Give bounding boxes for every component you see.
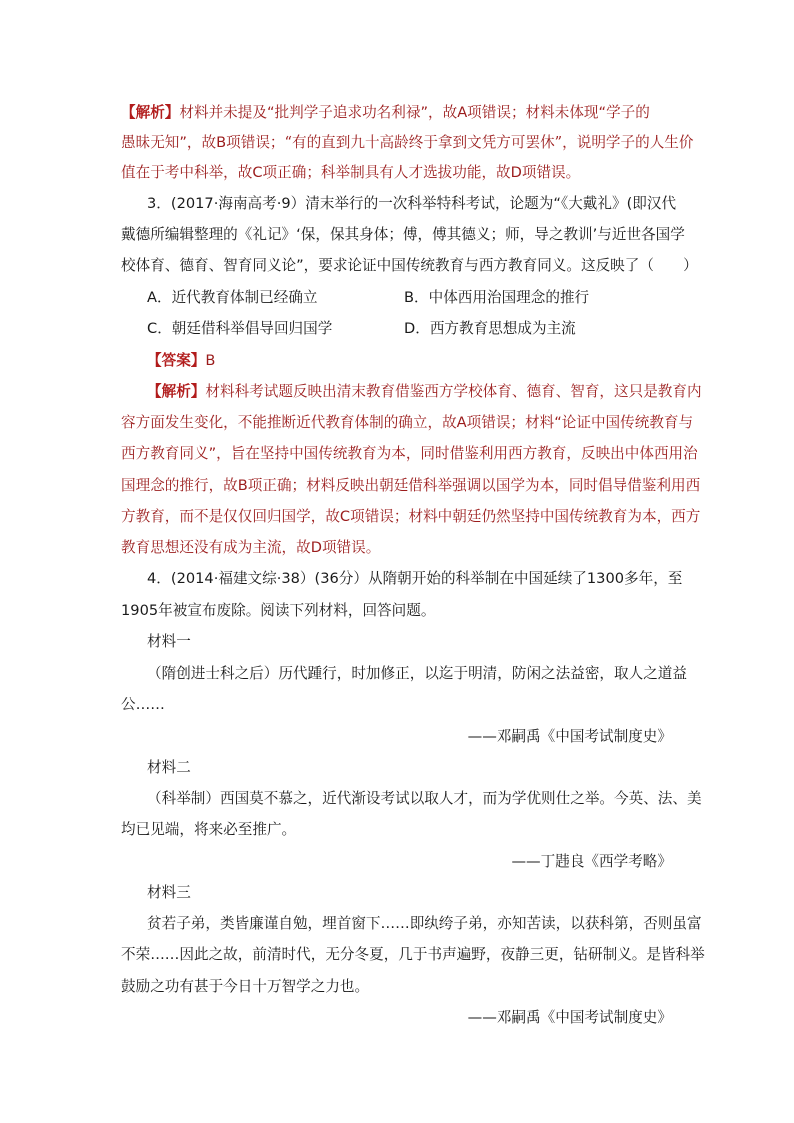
q3-analysis-line-2: 容方面发生变化，不能推断近代教育体制的确立，故A项错误；材料“论证中国传统教育与 <box>121 414 694 431</box>
material-2-line-2: 均已见端，将来必至推广。 <box>121 821 297 838</box>
q3-analysis-line-5: 方教育，而不是仅仅回归国学，故C项错误；材料中朝廷仍然坚持中国传统教育为本，西方 <box>121 508 701 525</box>
q3-analysis-line-4: 国理念的推行，故B项正确；材料反映出朝廷借科举强调以国学为本，同时倡导借鉴利用西 <box>121 477 701 494</box>
material-2-line-1: （科举制）西国莫不慕之，近代渐设考试以取人才，而为学优则仕之举。今英、法、美 <box>147 790 702 807</box>
q4-stem-line-1: 4．(2014·福建文综·38）(36分）从隋朝开始的科举制在中国延续了1300多年，至 <box>147 570 683 587</box>
q3-analysis-line-6: 教育思想还没有成为主流，故D项错误。 <box>121 539 381 556</box>
q2-analysis-line-2 <box>121 133 694 153</box>
material-2-title: 材料二 <box>147 759 191 776</box>
q3-analysis-line-1 <box>147 382 702 402</box>
analysis-text: ，说明学子的人生价 <box>562 134 694 151</box>
q3-stem-line-3: 校体育、德育、智育同义论”，要求论证中国传统教育与西方教育同义。这反映了（ ） <box>121 257 698 274</box>
material-1-line-1: （隋创进士科之后）历代踵行，时加修正，以迄于明清，防闲之法益密，取人之道益 <box>147 665 687 682</box>
q3-answer <box>147 351 215 371</box>
q3-option-d: D．西方教育思想成为主流 <box>404 320 576 337</box>
material-3-line-3: 鼓励之功有甚于今日十万智学之力也。 <box>121 978 370 995</box>
q3-stem-line-2: 戴德所编辑整理的《礼记》‘保，保其身体；傅，傅其德义；师，导之教训’与近世各国学 <box>121 226 685 243</box>
q3-analysis-line-3: 西方教育同义”，旨在坚持中国传统教育为本，同时借鉴利用西方教育，反映出中体西用治 <box>121 445 698 462</box>
answer-value: B <box>205 352 216 369</box>
material-3-title: 材料三 <box>147 884 191 901</box>
material-1-line-2: 公…… <box>121 696 165 713</box>
q3-option-a: A．近代教育体制已经确立 <box>147 289 318 306</box>
analysis-text: 愚昧无知”，故B项错误； <box>121 134 285 151</box>
analysis-text: 材料科考试题反映出清末教育借鉴西方学校体育、德育、智育，这只是教育内 <box>205 383 702 400</box>
material-2-source: ——丁韪良《西学考略》 <box>511 853 672 870</box>
answer-label: 【答案】 <box>147 352 206 369</box>
material-3-source: ——邓嗣禹《中国考试制度史》 <box>467 1009 672 1026</box>
q2-analysis-line-3: 值在于考中科举，故C项正确；科举制具有人才选拔功能，故D项错误。 <box>121 164 581 181</box>
q4-stem-line-2: 1905年被宣布废除。阅读下列材料，回答问题。 <box>121 602 436 619</box>
q3-option-c: C．朝廷借科举倡导回归国学 <box>147 320 333 337</box>
material-1-title: 材料一 <box>147 633 191 650</box>
analysis-text: 材料并未提及“批判学子追求功名利禄”，故A项错误；材料未体现“学子的 <box>179 104 650 121</box>
q2-analysis-line-1 <box>121 103 650 123</box>
q3-option-b: B．中体西用治国理念的推行 <box>404 289 590 306</box>
material-3-line-1: 贫若子弟，类皆廉谨自勉，埋首窗下……即纨绔子弟，亦知苦读，以获科第，否则虽富 <box>147 915 702 932</box>
material-3-line-2: 不荣……因此之故，前清时代，无分冬夏，几于书声遍野，夜静三更，钻研制义。是皆科举 <box>121 946 705 963</box>
q3-stem-line-1: 3．(2017·海南高考·9）清末举行的一次科举特科考试，论题为“《大戴礼》(即汉代 <box>147 195 677 212</box>
analysis-quote: “有的直到九十高龄终于拿到文凭方可罢休” <box>284 134 563 151</box>
analysis-label: 【解析】 <box>121 104 180 121</box>
analysis-label: 【解析】 <box>147 383 206 400</box>
material-1-source: ——邓嗣禹《中国考试制度史》 <box>467 728 672 745</box>
